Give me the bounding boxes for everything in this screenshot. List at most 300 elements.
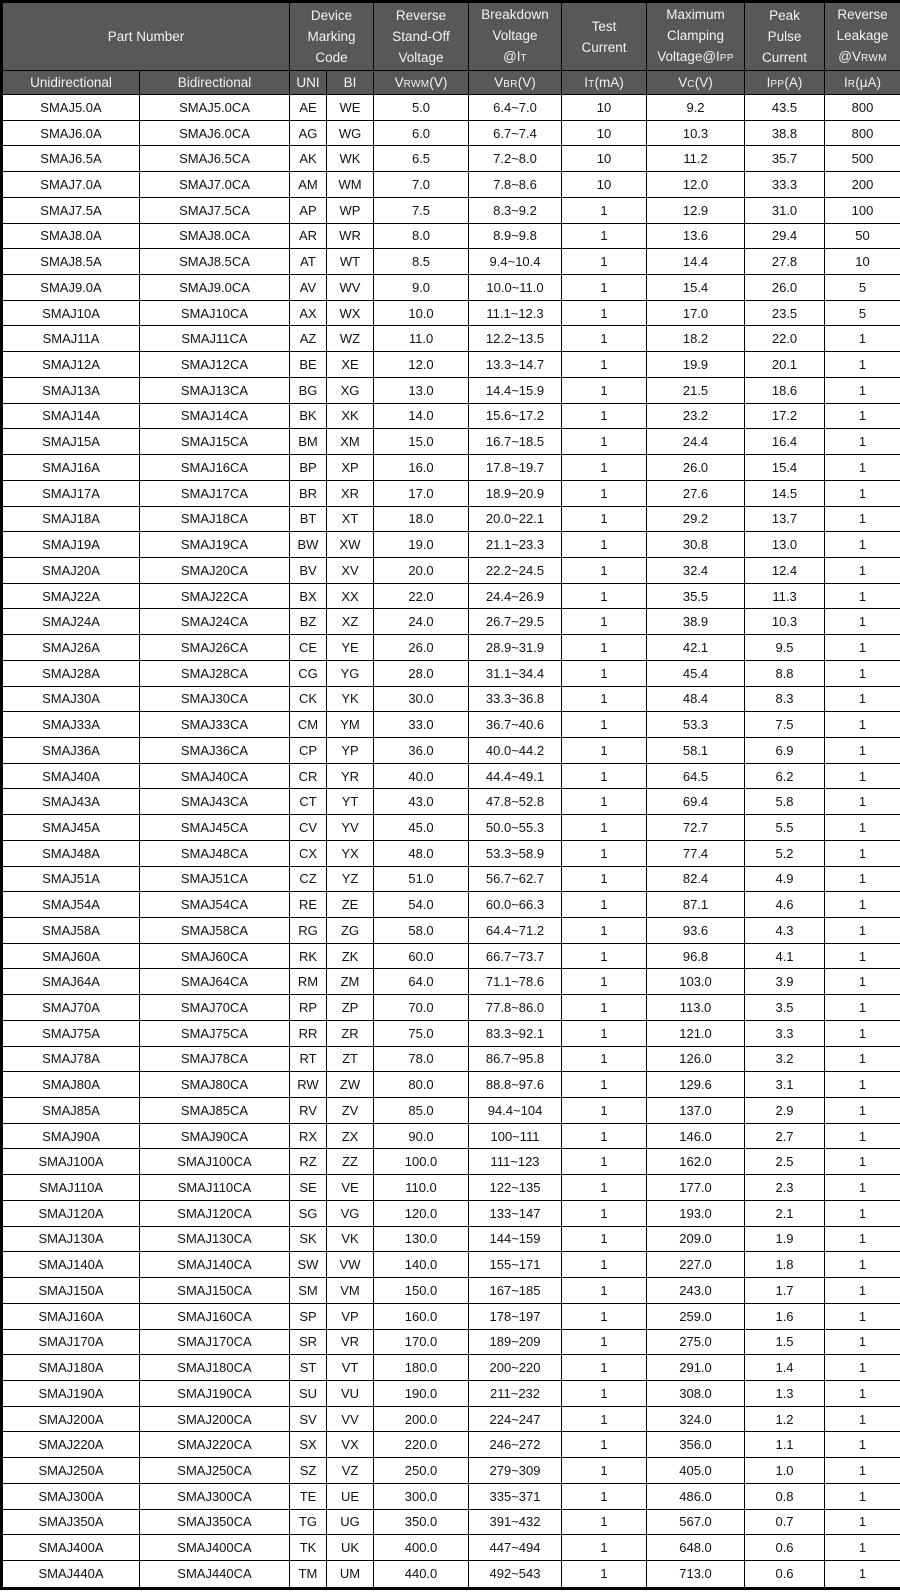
table-row bbox=[2, 892, 900, 918]
cell-uni-code: RZ bbox=[290, 1149, 327, 1175]
table-row bbox=[2, 815, 900, 841]
cell-vrwm: 130.0 bbox=[374, 1226, 469, 1252]
cell-uni-code: BG bbox=[290, 377, 327, 403]
cell-bi-code: WM bbox=[327, 172, 374, 198]
cell-vrwm: 400.0 bbox=[374, 1535, 469, 1561]
cell-vc: 12.0 bbox=[647, 172, 745, 198]
cell-ipp: 9.5 bbox=[745, 635, 825, 661]
table-row bbox=[2, 300, 900, 326]
cell-uni-code: AZ bbox=[290, 326, 327, 352]
cell-bidirectional: SMAJ120CA bbox=[140, 1200, 290, 1226]
cell-ipp: 11.3 bbox=[745, 583, 825, 609]
cell-ir: 1 bbox=[825, 429, 900, 455]
cell-bidirectional: SMAJ350CA bbox=[140, 1509, 290, 1535]
cell-uni-code: TM bbox=[290, 1560, 327, 1588]
cell-ir: 50 bbox=[825, 223, 900, 249]
cell-vrwm: 150.0 bbox=[374, 1278, 469, 1304]
cell-ipp: 38.8 bbox=[745, 120, 825, 146]
cell-it: 1 bbox=[562, 557, 647, 583]
cell-uni-code: CX bbox=[290, 840, 327, 866]
cell-vc: 42.1 bbox=[647, 635, 745, 661]
cell-vbr: 279~309 bbox=[469, 1458, 562, 1484]
cell-ir: 1 bbox=[825, 1098, 900, 1124]
cell-ipp: 8.3 bbox=[745, 686, 825, 712]
table-row bbox=[2, 635, 900, 661]
cell-it: 1 bbox=[562, 480, 647, 506]
cell-vc: 53.3 bbox=[647, 712, 745, 738]
cell-it: 1 bbox=[562, 1175, 647, 1201]
cell-ir: 1 bbox=[825, 1046, 900, 1072]
cell-bidirectional: SMAJ54CA bbox=[140, 892, 290, 918]
cell-vrwm: 7.0 bbox=[374, 172, 469, 198]
cell-ipp: 2.9 bbox=[745, 1098, 825, 1124]
cell-vc: 308.0 bbox=[647, 1380, 745, 1406]
cell-bidirectional: SMAJ160CA bbox=[140, 1303, 290, 1329]
cell-bi-code: ZX bbox=[327, 1123, 374, 1149]
cell-it: 10 bbox=[562, 146, 647, 172]
cell-unidirectional: SMAJ8.0A bbox=[2, 223, 140, 249]
cell-it: 1 bbox=[562, 300, 647, 326]
cell-unidirectional: SMAJ36A bbox=[2, 737, 140, 763]
cell-vrwm: 48.0 bbox=[374, 840, 469, 866]
cell-ipp: 1.7 bbox=[745, 1278, 825, 1304]
cell-vbr: 20.0~22.1 bbox=[469, 506, 562, 532]
cell-vrwm: 440.0 bbox=[374, 1560, 469, 1588]
cell-uni-code: CP bbox=[290, 737, 327, 763]
table-row bbox=[2, 686, 900, 712]
cell-ir: 800 bbox=[825, 95, 900, 121]
cell-vbr: 40.0~44.2 bbox=[469, 737, 562, 763]
cell-bidirectional: SMAJ14CA bbox=[140, 403, 290, 429]
cell-bi-code: ZE bbox=[327, 892, 374, 918]
cell-bi-code: WE bbox=[327, 95, 374, 121]
cell-uni-code: SW bbox=[290, 1252, 327, 1278]
cell-bidirectional: SMAJ70CA bbox=[140, 995, 290, 1021]
cell-ipp: 1.3 bbox=[745, 1380, 825, 1406]
cell-bidirectional: SMAJ16CA bbox=[140, 455, 290, 481]
cell-unidirectional: SMAJ40A bbox=[2, 763, 140, 789]
cell-unidirectional: SMAJ64A bbox=[2, 969, 140, 995]
table-row bbox=[2, 840, 900, 866]
group-header-part-number-label: Part Number bbox=[107, 29, 185, 44]
cell-ir: 1 bbox=[825, 1020, 900, 1046]
cell-bi-code: WT bbox=[327, 249, 374, 275]
cell-it: 1 bbox=[562, 969, 647, 995]
cell-ipp: 33.3 bbox=[745, 172, 825, 198]
cell-ir: 1 bbox=[825, 352, 900, 378]
cell-unidirectional: SMAJ160A bbox=[2, 1303, 140, 1329]
cell-bi-code: VT bbox=[327, 1355, 374, 1381]
cell-bidirectional: SMAJ51CA bbox=[140, 866, 290, 892]
cell-bi-code: XE bbox=[327, 352, 374, 378]
cell-bidirectional: SMAJ60CA bbox=[140, 943, 290, 969]
cell-unidirectional: SMAJ16A bbox=[2, 455, 140, 481]
cell-vrwm: 30.0 bbox=[374, 686, 469, 712]
cell-vbr: 211~232 bbox=[469, 1380, 562, 1406]
cell-vbr: 7.2~8.0 bbox=[469, 146, 562, 172]
cell-ir: 1 bbox=[825, 1509, 900, 1535]
cell-bi-code: XV bbox=[327, 557, 374, 583]
table-row bbox=[2, 969, 900, 995]
cell-bi-code: VG bbox=[327, 1200, 374, 1226]
table-row bbox=[2, 660, 900, 686]
table-row bbox=[2, 1483, 900, 1509]
cell-vbr: 122~135 bbox=[469, 1175, 562, 1201]
cell-uni-code: BZ bbox=[290, 609, 327, 635]
cell-vc: 77.4 bbox=[647, 840, 745, 866]
cell-ir: 1 bbox=[825, 1355, 900, 1381]
cell-unidirectional: SMAJ400A bbox=[2, 1535, 140, 1561]
cell-bi-code: YT bbox=[327, 789, 374, 815]
cell-unidirectional: SMAJ90A bbox=[2, 1123, 140, 1149]
cell-uni-code: CK bbox=[290, 686, 327, 712]
cell-vrwm: 54.0 bbox=[374, 892, 469, 918]
cell-bidirectional: SMAJ8.5CA bbox=[140, 249, 290, 275]
cell-unidirectional: SMAJ54A bbox=[2, 892, 140, 918]
cell-uni-code: ST bbox=[290, 1355, 327, 1381]
cell-ir: 1 bbox=[825, 1123, 900, 1149]
cell-vbr: 144~159 bbox=[469, 1226, 562, 1252]
cell-it: 1 bbox=[562, 352, 647, 378]
cell-vc: 29.2 bbox=[647, 506, 745, 532]
cell-it: 1 bbox=[562, 815, 647, 841]
table-row bbox=[2, 95, 900, 121]
cell-ipp: 1.0 bbox=[745, 1458, 825, 1484]
cell-bi-code: WZ bbox=[327, 326, 374, 352]
cell-uni-code: SM bbox=[290, 1278, 327, 1304]
cell-ipp: 0.6 bbox=[745, 1560, 825, 1588]
table-row bbox=[2, 943, 900, 969]
cell-unidirectional: SMAJ5.0A bbox=[2, 95, 140, 121]
cell-ir: 1 bbox=[825, 635, 900, 661]
cell-ir: 1 bbox=[825, 1458, 900, 1484]
cell-it: 1 bbox=[562, 1303, 647, 1329]
cell-vc: 82.4 bbox=[647, 866, 745, 892]
cell-bidirectional: SMAJ250CA bbox=[140, 1458, 290, 1484]
cell-vrwm: 8.5 bbox=[374, 249, 469, 275]
cell-unidirectional: SMAJ58A bbox=[2, 918, 140, 944]
cell-uni-code: AG bbox=[290, 120, 327, 146]
cell-bidirectional: SMAJ140CA bbox=[140, 1252, 290, 1278]
cell-ir: 1 bbox=[825, 326, 900, 352]
cell-bi-code: YV bbox=[327, 815, 374, 841]
cell-uni-code: BW bbox=[290, 532, 327, 558]
cell-ipp: 3.1 bbox=[745, 1072, 825, 1098]
cell-bi-code: ZG bbox=[327, 918, 374, 944]
table-row bbox=[2, 326, 900, 352]
cell-vc: 93.6 bbox=[647, 918, 745, 944]
cell-vc: 87.1 bbox=[647, 892, 745, 918]
cell-vrwm: 6.5 bbox=[374, 146, 469, 172]
cell-vc: 45.4 bbox=[647, 660, 745, 686]
cell-bidirectional: SMAJ110CA bbox=[140, 1175, 290, 1201]
cell-vrwm: 6.0 bbox=[374, 120, 469, 146]
cell-vrwm: 70.0 bbox=[374, 995, 469, 1021]
cell-unidirectional: SMAJ51A bbox=[2, 866, 140, 892]
cell-bidirectional: SMAJ80CA bbox=[140, 1072, 290, 1098]
cell-uni-code: TK bbox=[290, 1535, 327, 1561]
cell-vrwm: 20.0 bbox=[374, 557, 469, 583]
cell-ipp: 7.5 bbox=[745, 712, 825, 738]
cell-bidirectional: SMAJ33CA bbox=[140, 712, 290, 738]
cell-vc: 64.5 bbox=[647, 763, 745, 789]
cell-ipp: 6.9 bbox=[745, 737, 825, 763]
cell-ir: 1 bbox=[825, 1200, 900, 1226]
cell-vbr: 8.9~9.8 bbox=[469, 223, 562, 249]
cell-unidirectional: SMAJ85A bbox=[2, 1098, 140, 1124]
group-header-row bbox=[2, 2, 900, 71]
cell-bi-code: YM bbox=[327, 712, 374, 738]
cell-ir: 1 bbox=[825, 455, 900, 481]
table-row bbox=[2, 557, 900, 583]
cell-unidirectional: SMAJ18A bbox=[2, 506, 140, 532]
cell-vbr: 22.2~24.5 bbox=[469, 557, 562, 583]
cell-vrwm: 58.0 bbox=[374, 918, 469, 944]
cell-vc: 9.2 bbox=[647, 95, 745, 121]
cell-vrwm: 170.0 bbox=[374, 1329, 469, 1355]
cell-vrwm: 10.0 bbox=[374, 300, 469, 326]
cell-ipp: 3.9 bbox=[745, 969, 825, 995]
cell-bidirectional: SMAJ6.0CA bbox=[140, 120, 290, 146]
table-body bbox=[2, 95, 900, 1589]
cell-bi-code: WG bbox=[327, 120, 374, 146]
table-row bbox=[2, 1458, 900, 1484]
cell-bi-code: UG bbox=[327, 1509, 374, 1535]
cell-vrwm: 9.0 bbox=[374, 275, 469, 301]
cell-vrwm: 8.0 bbox=[374, 223, 469, 249]
cell-bidirectional: SMAJ200CA bbox=[140, 1406, 290, 1432]
table-row bbox=[2, 737, 900, 763]
cell-vc: 24.4 bbox=[647, 429, 745, 455]
cell-uni-code: CG bbox=[290, 660, 327, 686]
cell-uni-code: CZ bbox=[290, 866, 327, 892]
cell-ipp: 2.5 bbox=[745, 1149, 825, 1175]
cell-ipp: 3.5 bbox=[745, 995, 825, 1021]
cell-ipp: 4.1 bbox=[745, 943, 825, 969]
group-header-part-number bbox=[2, 2, 290, 71]
cell-ir: 1 bbox=[825, 377, 900, 403]
cell-bidirectional: SMAJ20CA bbox=[140, 557, 290, 583]
cell-vrwm: 28.0 bbox=[374, 660, 469, 686]
cell-vrwm: 85.0 bbox=[374, 1098, 469, 1124]
cell-vrwm: 22.0 bbox=[374, 583, 469, 609]
cell-vrwm: 24.0 bbox=[374, 609, 469, 635]
cell-bi-code: YK bbox=[327, 686, 374, 712]
table-row bbox=[2, 995, 900, 1021]
group-header-breakdown-voltage: Breakdown Voltage @IT bbox=[469, 2, 562, 71]
cell-ipp: 10.3 bbox=[745, 609, 825, 635]
cell-bidirectional: SMAJ400CA bbox=[140, 1535, 290, 1561]
cell-ir: 1 bbox=[825, 1380, 900, 1406]
cell-bidirectional: SMAJ90CA bbox=[140, 1123, 290, 1149]
cell-ir: 1 bbox=[825, 1483, 900, 1509]
cell-bidirectional: SMAJ19CA bbox=[140, 532, 290, 558]
column-header-bidirectional: Bidirectional bbox=[140, 71, 290, 95]
cell-vc: 121.0 bbox=[647, 1020, 745, 1046]
cell-vbr: 6.7~7.4 bbox=[469, 120, 562, 146]
cell-unidirectional: SMAJ43A bbox=[2, 789, 140, 815]
cell-vbr: 21.1~23.3 bbox=[469, 532, 562, 558]
cell-vrwm: 19.0 bbox=[374, 532, 469, 558]
cell-ipp: 31.0 bbox=[745, 197, 825, 223]
cell-unidirectional: SMAJ33A bbox=[2, 712, 140, 738]
cell-unidirectional: SMAJ11A bbox=[2, 326, 140, 352]
cell-vc: 227.0 bbox=[647, 1252, 745, 1278]
table-row bbox=[2, 352, 900, 378]
cell-vc: 19.9 bbox=[647, 352, 745, 378]
table-row bbox=[2, 1046, 900, 1072]
column-header-bi-code: BI bbox=[327, 71, 374, 95]
cell-vrwm: 190.0 bbox=[374, 1380, 469, 1406]
cell-bidirectional: SMAJ43CA bbox=[140, 789, 290, 815]
cell-vbr: 9.4~10.4 bbox=[469, 249, 562, 275]
cell-unidirectional: SMAJ75A bbox=[2, 1020, 140, 1046]
cell-ir: 1 bbox=[825, 1406, 900, 1432]
cell-vbr: 50.0~55.3 bbox=[469, 815, 562, 841]
cell-bi-code: WV bbox=[327, 275, 374, 301]
cell-ir: 100 bbox=[825, 197, 900, 223]
table-row bbox=[2, 120, 900, 146]
table-row bbox=[2, 1020, 900, 1046]
group-header-reverse-standoff-voltage: Reverse Stand-Off Voltage bbox=[374, 2, 469, 71]
cell-vbr: 178~197 bbox=[469, 1303, 562, 1329]
cell-unidirectional: SMAJ440A bbox=[2, 1560, 140, 1588]
cell-unidirectional: SMAJ20A bbox=[2, 557, 140, 583]
cell-vrwm: 80.0 bbox=[374, 1072, 469, 1098]
column-header-vc: VC(V) bbox=[647, 71, 745, 95]
cell-uni-code: SR bbox=[290, 1329, 327, 1355]
cell-it: 1 bbox=[562, 609, 647, 635]
cell-uni-code: BR bbox=[290, 480, 327, 506]
cell-vrwm: 12.0 bbox=[374, 352, 469, 378]
cell-ir: 1 bbox=[825, 609, 900, 635]
cell-bidirectional: SMAJ8.0CA bbox=[140, 223, 290, 249]
cell-vc: 126.0 bbox=[647, 1046, 745, 1072]
cell-vbr: 10.0~11.0 bbox=[469, 275, 562, 301]
cell-vbr: 15.6~17.2 bbox=[469, 403, 562, 429]
cell-vrwm: 45.0 bbox=[374, 815, 469, 841]
cell-bidirectional: SMAJ220CA bbox=[140, 1432, 290, 1458]
cell-vrwm: 200.0 bbox=[374, 1406, 469, 1432]
cell-vc: 27.6 bbox=[647, 480, 745, 506]
cell-ipp: 1.2 bbox=[745, 1406, 825, 1432]
cell-ir: 1 bbox=[825, 480, 900, 506]
cell-vrwm: 120.0 bbox=[374, 1200, 469, 1226]
cell-bi-code: VM bbox=[327, 1278, 374, 1304]
table-row bbox=[2, 866, 900, 892]
cell-ir: 1 bbox=[825, 686, 900, 712]
cell-it: 1 bbox=[562, 403, 647, 429]
cell-it: 1 bbox=[562, 1406, 647, 1432]
cell-ir: 1 bbox=[825, 866, 900, 892]
cell-ipp: 3.2 bbox=[745, 1046, 825, 1072]
table-row bbox=[2, 1355, 900, 1381]
cell-bidirectional: SMAJ6.5CA bbox=[140, 146, 290, 172]
cell-unidirectional: SMAJ7.0A bbox=[2, 172, 140, 198]
column-header-ir: IR(μA) bbox=[825, 71, 900, 95]
cell-uni-code: AE bbox=[290, 95, 327, 121]
cell-it: 1 bbox=[562, 249, 647, 275]
cell-ir: 1 bbox=[825, 1329, 900, 1355]
cell-uni-code: TG bbox=[290, 1509, 327, 1535]
cell-vbr: 44.4~49.1 bbox=[469, 763, 562, 789]
cell-vrwm: 160.0 bbox=[374, 1303, 469, 1329]
cell-ipp: 13.0 bbox=[745, 532, 825, 558]
cell-ipp: 3.3 bbox=[745, 1020, 825, 1046]
cell-ir: 1 bbox=[825, 1149, 900, 1175]
cell-ir: 1 bbox=[825, 1175, 900, 1201]
cell-uni-code: BE bbox=[290, 352, 327, 378]
cell-vc: 26.0 bbox=[647, 455, 745, 481]
cell-bidirectional: SMAJ10CA bbox=[140, 300, 290, 326]
cell-it: 1 bbox=[562, 763, 647, 789]
cell-bi-code: WX bbox=[327, 300, 374, 326]
cell-ipp: 4.6 bbox=[745, 892, 825, 918]
cell-vc: 72.7 bbox=[647, 815, 745, 841]
cell-it: 1 bbox=[562, 1072, 647, 1098]
cell-ipp: 5.5 bbox=[745, 815, 825, 841]
cell-vc: 137.0 bbox=[647, 1098, 745, 1124]
cell-uni-code: SX bbox=[290, 1432, 327, 1458]
cell-uni-code: RV bbox=[290, 1098, 327, 1124]
cell-ir: 200 bbox=[825, 172, 900, 198]
cell-bidirectional: SMAJ170CA bbox=[140, 1329, 290, 1355]
cell-vrwm: 60.0 bbox=[374, 943, 469, 969]
table-row bbox=[2, 1175, 900, 1201]
cell-bi-code: ZP bbox=[327, 995, 374, 1021]
cell-uni-code: RR bbox=[290, 1020, 327, 1046]
cell-bidirectional: SMAJ190CA bbox=[140, 1380, 290, 1406]
cell-vc: 32.4 bbox=[647, 557, 745, 583]
cell-vbr: 36.7~40.6 bbox=[469, 712, 562, 738]
cell-it: 1 bbox=[562, 455, 647, 481]
cell-it: 1 bbox=[562, 326, 647, 352]
cell-vbr: 7.8~8.6 bbox=[469, 172, 562, 198]
table-row bbox=[2, 1380, 900, 1406]
cell-vc: 58.1 bbox=[647, 737, 745, 763]
cell-it: 1 bbox=[562, 943, 647, 969]
cell-bidirectional: SMAJ12CA bbox=[140, 352, 290, 378]
cell-it: 1 bbox=[562, 866, 647, 892]
cell-bi-code: XW bbox=[327, 532, 374, 558]
cell-it: 1 bbox=[562, 686, 647, 712]
cell-unidirectional: SMAJ30A bbox=[2, 686, 140, 712]
table-row bbox=[2, 275, 900, 301]
cell-unidirectional: SMAJ180A bbox=[2, 1355, 140, 1381]
cell-ipp: 1.5 bbox=[745, 1329, 825, 1355]
cell-vc: 17.0 bbox=[647, 300, 745, 326]
cell-vbr: 56.7~62.7 bbox=[469, 866, 562, 892]
table-row bbox=[2, 403, 900, 429]
cell-vbr: 86.7~95.8 bbox=[469, 1046, 562, 1072]
cell-unidirectional: SMAJ70A bbox=[2, 995, 140, 1021]
cell-it: 1 bbox=[562, 1046, 647, 1072]
table-row bbox=[2, 1226, 900, 1252]
cell-unidirectional: SMAJ9.0A bbox=[2, 275, 140, 301]
table-row bbox=[2, 609, 900, 635]
cell-ipp: 22.0 bbox=[745, 326, 825, 352]
column-header-uni-code: UNI bbox=[290, 71, 327, 95]
cell-vc: 23.2 bbox=[647, 403, 745, 429]
table-row bbox=[2, 1406, 900, 1432]
group-header-test-current: Test Current bbox=[562, 2, 647, 71]
cell-bidirectional: SMAJ180CA bbox=[140, 1355, 290, 1381]
cell-unidirectional: SMAJ28A bbox=[2, 660, 140, 686]
cell-ir: 1 bbox=[825, 660, 900, 686]
cell-unidirectional: SMAJ200A bbox=[2, 1406, 140, 1432]
cell-ipp: 26.0 bbox=[745, 275, 825, 301]
cell-ipp: 14.5 bbox=[745, 480, 825, 506]
